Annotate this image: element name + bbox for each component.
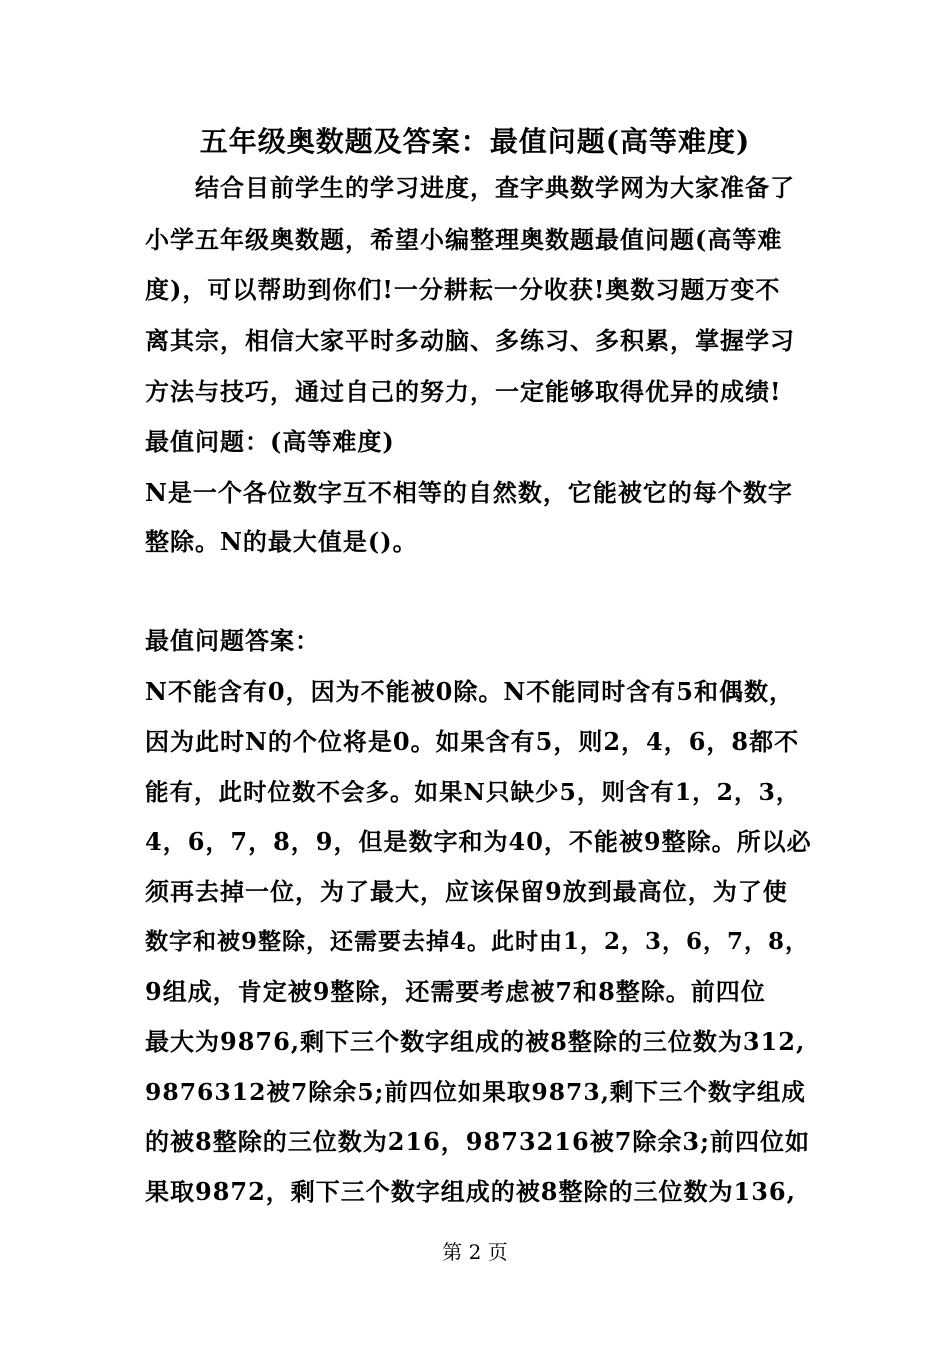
- answer-line: N不能含有0，因为不能被0除。N不能同时含有5和偶数，: [145, 677, 794, 706]
- answer-line: 9876312被7除余5;前四位如果取9873,剩下三个数字组成: [145, 1078, 806, 1106]
- intro-line: 度)，可以帮助到你们!一分耕耘一分收获!奥数习题万变不: [145, 275, 781, 304]
- page-number: 第 2 页: [442, 1240, 508, 1264]
- question-heading: 最值问题：(高等难度): [145, 427, 395, 456]
- answer-line: 数字和被9整除，还需要去掉4。此时由1，2，3，6，7，8，: [145, 928, 810, 955]
- answer-line: 的被8整除的三位数为216，9873216被7除余3;前四位如: [145, 1127, 810, 1156]
- answer-line: 9组成，肯定被9整除，还需要考虑被7和8整除。前四位: [145, 977, 766, 1006]
- page-title: 五年级奥数题及答案：最值问题(高等难度): [199, 125, 751, 158]
- intro-line: 离其宗，相信大家平时多动脑、多练习、多积累，掌握学习: [145, 326, 795, 355]
- answer-line: 因为此时N的个位将是0。如果含有5，则2，4，6，8都不: [145, 727, 800, 756]
- answer-line: 果取9872，剩下三个数字组成的被8整除的三位数为136,: [145, 1177, 796, 1206]
- intro-line: 小学五年级奥数题，希望小编整理奥数题最值问题(高等难: [145, 225, 783, 254]
- intro-line: 方法与技巧，通过自己的努力，一定能够取得优异的成绩!: [145, 377, 782, 406]
- question-line: 整除。N的最大值是()。: [145, 527, 418, 556]
- answer-line: 能有，此时位数不会多。如果N只缺少5，则含有1，2，3，: [145, 778, 801, 806]
- answer-heading: 最值问题答案：: [145, 626, 320, 655]
- intro-line: 结合目前学生的学习进度，查字典数学网为大家准备了: [195, 173, 795, 202]
- question-line: N是一个各位数字互不相等的自然数，它能被它的每个数字: [145, 478, 793, 507]
- answer-line: 最大为9876,剩下三个数字组成的被8整除的三位数为312,: [145, 1027, 806, 1056]
- answer-line: 4，6，7，8，9，但是数字和为40，不能被9整除。所以必: [145, 827, 812, 856]
- answer-line: 须再去掉一位，为了最大，应该保留9放到最高位，为了使: [145, 877, 788, 906]
